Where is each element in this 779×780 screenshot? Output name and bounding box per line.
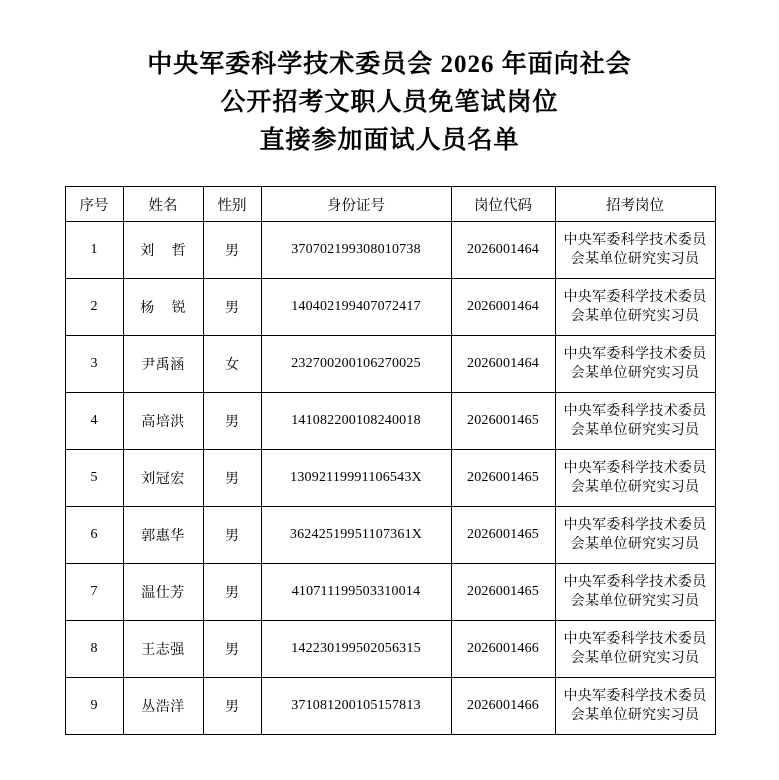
cell-post-line2: 会某单位研究实习员 [570, 423, 700, 438]
cell-post [555, 450, 715, 507]
cell-code: 2026001466 [451, 621, 555, 678]
cell-post [555, 678, 715, 735]
column-header-sex: 性别 [203, 187, 261, 222]
column-header-post: 招考岗位 [555, 187, 715, 222]
cell-post [555, 507, 715, 564]
cell-code: 2026001464 [451, 279, 555, 336]
table-row [65, 336, 715, 393]
cell-post-line1: 中央军委科学技术委员 [563, 689, 707, 704]
cell-post [555, 393, 715, 450]
roster-table [65, 186, 716, 735]
column-header-id: 身份证号 [261, 187, 451, 222]
column-header-seq: 序号 [65, 187, 123, 222]
cell-name: 尹禹涵 [123, 336, 203, 393]
cell-post-line1: 中央军委科学技术委员 [563, 290, 707, 305]
cell-sex: 男 [203, 222, 261, 279]
cell-post-line1: 中央军委科学技术委员 [563, 347, 707, 362]
table-header [65, 187, 715, 222]
cell-post [555, 336, 715, 393]
table-row [65, 564, 715, 621]
cell-post-line2: 会某单位研究实习员 [570, 651, 700, 666]
cell-post-line2: 会某单位研究实习员 [570, 309, 700, 324]
table-row [65, 393, 715, 450]
cell-sex: 男 [203, 279, 261, 336]
cell-name: 刘冠宏 [123, 450, 203, 507]
cell-seq: 6 [65, 507, 123, 564]
cell-id: 140402199407072417 [261, 279, 451, 336]
cell-id: 142230199502056315 [261, 621, 451, 678]
cell-post-line2: 会某单位研究实习员 [570, 594, 700, 609]
cell-seq: 5 [65, 450, 123, 507]
cell-seq: 4 [65, 393, 123, 450]
cell-post-line1: 中央军委科学技术委员 [563, 404, 707, 419]
cell-post [555, 564, 715, 621]
cell-seq: 8 [65, 621, 123, 678]
cell-post-line2: 会某单位研究实习员 [570, 252, 700, 267]
cell-post-line1: 中央军委科学技术委员 [563, 233, 707, 248]
column-header-name: 姓名 [123, 187, 203, 222]
cell-code: 2026001464 [451, 336, 555, 393]
table-header-row [65, 187, 715, 222]
table-row [65, 450, 715, 507]
cell-name: 郭惠华 [123, 507, 203, 564]
cell-code: 2026001465 [451, 393, 555, 450]
cell-id: 371081200105157813 [261, 678, 451, 735]
cell-name: 丛浩洋 [123, 678, 203, 735]
cell-code: 2026001465 [451, 507, 555, 564]
cell-post-line1: 中央军委科学技术委员 [563, 575, 707, 590]
cell-post [555, 222, 715, 279]
table-body [65, 222, 715, 735]
cell-sex: 男 [203, 678, 261, 735]
cell-name: 温仕芳 [123, 564, 203, 621]
cell-seq: 1 [65, 222, 123, 279]
table-row [65, 678, 715, 735]
cell-post-line2: 会某单位研究实习员 [570, 366, 700, 381]
roster-table-wrapper [65, 186, 715, 735]
cell-post-line1: 中央军委科学技术委员 [563, 461, 707, 476]
cell-sex: 男 [203, 507, 261, 564]
cell-seq: 3 [65, 336, 123, 393]
cell-sex: 男 [203, 450, 261, 507]
cell-id: 232700200106270025 [261, 336, 451, 393]
cell-id: 13092119991106543X [261, 450, 451, 507]
cell-post [555, 279, 715, 336]
cell-code: 2026001464 [451, 222, 555, 279]
cell-id: 370702199308010738 [261, 222, 451, 279]
cell-sex: 男 [203, 564, 261, 621]
cell-sex: 女 [203, 336, 261, 393]
cell-post-line2: 会某单位研究实习员 [570, 480, 700, 495]
cell-seq: 7 [65, 564, 123, 621]
cell-code: 2026001465 [451, 564, 555, 621]
title-line-2: 公开招考文职人员免笔试岗位 [220, 89, 559, 116]
cell-name: 杨 锐 [123, 279, 203, 336]
cell-name: 刘 哲 [123, 222, 203, 279]
title-line-3: 直接参加面试人员名单 [259, 127, 520, 154]
cell-code: 2026001466 [451, 678, 555, 735]
cell-seq: 9 [65, 678, 123, 735]
cell-id: 36242519951107361X [261, 507, 451, 564]
cell-post-line1: 中央军委科学技术委员 [563, 518, 707, 533]
cell-code: 2026001465 [451, 450, 555, 507]
title-line-1: 中央军委科学技术委员会 2026 年面向社会 [147, 51, 632, 78]
table-row [65, 222, 715, 279]
table-row [65, 279, 715, 336]
table-row [65, 621, 715, 678]
cell-post-line1: 中央军委科学技术委员 [563, 632, 707, 647]
table-row [65, 507, 715, 564]
cell-name: 王志强 [123, 621, 203, 678]
cell-seq: 2 [65, 279, 123, 336]
cell-sex: 男 [203, 621, 261, 678]
cell-sex: 男 [203, 393, 261, 450]
column-header-code: 岗位代码 [451, 187, 555, 222]
cell-id: 141082200108240018 [261, 393, 451, 450]
cell-id: 410711199503310014 [261, 564, 451, 621]
cell-post [555, 621, 715, 678]
cell-post-line2: 会某单位研究实习员 [570, 708, 700, 723]
document-title [0, 0, 779, 160]
cell-post-line2: 会某单位研究实习员 [570, 537, 700, 552]
cell-name: 高培洪 [123, 393, 203, 450]
